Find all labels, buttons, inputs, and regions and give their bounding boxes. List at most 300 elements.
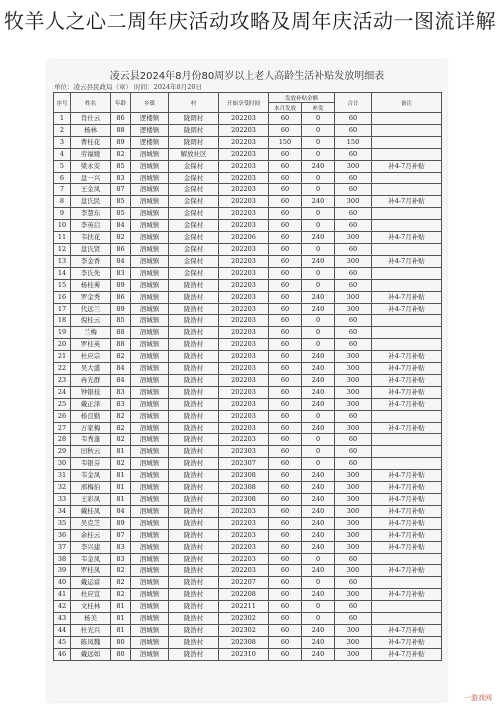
table-row: [54, 470, 442, 482]
cell-name: 吴克芝: [71, 517, 111, 529]
cell-no: 32: [54, 482, 71, 494]
cell-start: 202302: [219, 613, 269, 625]
table-row: [54, 232, 442, 244]
cell-village: 陇浩村: [169, 374, 219, 386]
cell-town: 泗城镇: [131, 553, 169, 565]
cell-village: 陇浩村: [169, 386, 219, 398]
cell-no: 36: [54, 529, 71, 541]
cell-cur: 60: [269, 636, 302, 648]
cell-note: 补4-7月补贴: [372, 517, 442, 529]
cell-note: [372, 113, 442, 125]
cell-no: 13: [54, 255, 71, 267]
cell-back: 0: [302, 113, 335, 125]
cell-back: 240: [302, 160, 335, 172]
cell-age: 82: [111, 565, 131, 577]
cell-name: 杨美: [71, 613, 111, 625]
cell-town: 泗城镇: [131, 374, 169, 386]
cell-town: 泗城镇: [131, 255, 169, 267]
table-row: [54, 589, 442, 601]
cell-town: 泗城镇: [131, 148, 169, 160]
cell-cur: 60: [269, 648, 302, 660]
cell-age: 82: [111, 410, 131, 422]
cell-start: 202308: [219, 494, 269, 506]
cell-name: 代远兰: [71, 303, 111, 315]
cell-back: 0: [302, 243, 335, 255]
table-row: [54, 113, 442, 125]
table-row: [54, 482, 442, 494]
cell-village: 陇浩村: [169, 422, 219, 434]
cell-back: 240: [302, 398, 335, 410]
cell-note: [372, 601, 442, 613]
cell-name: 王彩凤: [71, 494, 111, 506]
table-row: [54, 363, 442, 375]
cell-town: 泗城镇: [131, 589, 169, 601]
cell-name: 李兴建: [71, 541, 111, 553]
cell-note: 补4-7月补贴: [372, 624, 442, 636]
cell-town: 泗城镇: [131, 363, 169, 375]
cell-age: 89: [111, 136, 131, 148]
cell-age: 81: [111, 494, 131, 506]
cell-no: 26: [54, 410, 71, 422]
cell-total: 300: [335, 517, 372, 529]
cell-start: 202310: [219, 648, 269, 660]
cell-no: 9: [54, 208, 71, 220]
cell-back: 240: [302, 565, 335, 577]
cell-note: [372, 124, 442, 136]
cell-no: 16: [54, 291, 71, 303]
cell-village: 金保村: [169, 184, 219, 196]
cell-no: 30: [54, 458, 71, 470]
cell-age: 89: [111, 303, 131, 315]
cell-town: 泗城镇: [131, 577, 169, 589]
cell-age: 86: [111, 113, 131, 125]
cell-cur: 60: [269, 482, 302, 494]
cell-name: 杜应宗: [71, 351, 111, 363]
table-row: [54, 410, 442, 422]
cell-town: 泗城镇: [131, 220, 169, 232]
header-back: 补发: [302, 103, 335, 113]
cell-cur: 60: [269, 458, 302, 470]
cell-town: 泗城镇: [131, 160, 169, 172]
cell-no: 43: [54, 613, 71, 625]
table-row: [54, 613, 442, 625]
cell-name: 罗桂凤: [71, 565, 111, 577]
cell-age: 84: [111, 220, 131, 232]
cell-cur: 60: [269, 208, 302, 220]
cell-village: 金保村: [169, 208, 219, 220]
cell-note: [372, 339, 442, 351]
cell-village: 陇浩村: [169, 315, 219, 327]
cell-start: 202206: [219, 232, 269, 244]
cell-name: 冉光群: [71, 374, 111, 386]
cell-age: 87: [111, 529, 131, 541]
cell-start: 202203: [219, 267, 269, 279]
cell-no: 8: [54, 196, 71, 208]
cell-total: 60: [335, 458, 372, 470]
cell-name: 王金凤: [71, 184, 111, 196]
cell-no: 42: [54, 601, 71, 613]
cell-note: [372, 553, 442, 565]
cell-village: 解放社区: [169, 148, 219, 160]
cell-note: 补4-7月补贴: [372, 494, 442, 506]
document-title: 凌云县2024年8月份80周岁以上老人高龄生活补贴发放明细表: [109, 71, 385, 82]
cell-village: 陇朗村: [169, 113, 219, 125]
cell-cur: 60: [269, 374, 302, 386]
cell-village: 陇浩村: [169, 339, 219, 351]
cell-total: 300: [335, 529, 372, 541]
cell-total: 300: [335, 374, 372, 386]
cell-cur: 60: [269, 624, 302, 636]
cell-total: 60: [335, 577, 372, 589]
cell-back: 240: [302, 541, 335, 553]
cell-town: 泗城镇: [131, 601, 169, 613]
cell-back: 240: [302, 255, 335, 267]
cell-total: 300: [335, 398, 372, 410]
cell-age: 82: [111, 351, 131, 363]
cell-back: 240: [302, 494, 335, 506]
cell-no: 35: [54, 517, 71, 529]
cell-back: 240: [302, 374, 335, 386]
cell-town: 泗城镇: [131, 505, 169, 517]
cell-back: 240: [302, 363, 335, 375]
cell-village: 陇浩村: [169, 565, 219, 577]
cell-no: 10: [54, 220, 71, 232]
document-subtitle: 单位：凌云县民政局（章） 时间：2024年8月20日: [54, 83, 203, 91]
cell-name: 曹桂花: [71, 136, 111, 148]
cell-name: 盘氏民: [71, 196, 111, 208]
cell-town: 泗城镇: [131, 517, 169, 529]
cell-total: 60: [335, 339, 372, 351]
cell-village: 陇浩村: [169, 363, 219, 375]
cell-total: 60: [335, 553, 372, 565]
cell-cur: 60: [269, 184, 302, 196]
cell-cur: 60: [269, 553, 302, 565]
cell-total: 300: [335, 470, 372, 482]
cell-town: 逻楼镇: [131, 136, 169, 148]
cell-age: 82: [111, 577, 131, 589]
cell-no: 45: [54, 636, 71, 648]
cell-cur: 60: [269, 291, 302, 303]
cell-start: 202203: [219, 386, 269, 398]
cell-name: 戴正泽: [71, 398, 111, 410]
cell-back: 240: [302, 589, 335, 601]
cell-start: 202203: [219, 374, 269, 386]
cell-name: 韦银芬: [71, 458, 111, 470]
cell-cur: 60: [269, 386, 302, 398]
cell-start: 202203: [219, 529, 269, 541]
cell-start: 202203: [219, 184, 269, 196]
table-row: [54, 398, 442, 410]
table-row: [54, 517, 442, 529]
cell-cur: 60: [269, 434, 302, 446]
cell-village: 金保村: [169, 220, 219, 232]
cell-note: [372, 243, 442, 255]
cell-age: 86: [111, 291, 131, 303]
cell-start: 202203: [219, 517, 269, 529]
cell-town: 泗城镇: [131, 315, 169, 327]
cell-note: 补4-7月补贴: [372, 291, 442, 303]
cell-total: 300: [335, 351, 372, 363]
cell-start: 202203: [219, 422, 269, 434]
cell-total: 300: [335, 505, 372, 517]
cell-age: 81: [111, 601, 131, 613]
cell-note: 补4-7月补贴: [372, 505, 442, 517]
cell-no: 27: [54, 422, 71, 434]
table-row: [54, 124, 442, 136]
cell-note: [372, 184, 442, 196]
cell-total: 300: [335, 541, 372, 553]
cell-note: 补4-7月补贴: [372, 363, 442, 375]
cell-town: 泗城镇: [131, 458, 169, 470]
cell-cur: 60: [269, 589, 302, 601]
table-row: [54, 529, 442, 541]
cell-age: 85: [111, 208, 131, 220]
cell-village: 陇浩村: [169, 494, 219, 506]
cell-town: 泗城镇: [131, 386, 169, 398]
cell-village: 陇浩村: [169, 291, 219, 303]
cell-cur: 60: [269, 303, 302, 315]
cell-cur: 60: [269, 470, 302, 482]
cell-back: 240: [302, 470, 335, 482]
table-row: [54, 303, 442, 315]
cell-village: 金保村: [169, 160, 219, 172]
cell-town: 逻楼镇: [131, 124, 169, 136]
cell-no: 33: [54, 494, 71, 506]
cell-village: 陇浩村: [169, 601, 219, 613]
cell-cur: 60: [269, 541, 302, 553]
cell-name: 杜光兴: [71, 624, 111, 636]
cell-note: 补4-7月补贴: [372, 541, 442, 553]
document-sheet: [47, 60, 447, 702]
cell-note: 补4-7月补贴: [372, 374, 442, 386]
cell-village: 陇朗村: [169, 136, 219, 148]
cell-no: 38: [54, 553, 71, 565]
cell-back: 0: [302, 601, 335, 613]
cell-town: 泗城镇: [131, 267, 169, 279]
cell-start: 202203: [219, 124, 269, 136]
table-row: [54, 648, 442, 660]
cell-note: [372, 172, 442, 184]
cell-note: [372, 136, 442, 148]
cell-name: 兰梅: [71, 327, 111, 339]
cell-start: 202203: [219, 351, 269, 363]
cell-start: 202203: [219, 196, 269, 208]
header-total: 合计: [335, 93, 372, 113]
cell-total: 60: [335, 446, 372, 458]
header-age: 年龄: [111, 93, 131, 113]
table-row: [54, 267, 442, 279]
cell-age: 81: [111, 613, 131, 625]
table-row: [54, 208, 442, 220]
table-row: [54, 553, 442, 565]
cell-back: 240: [302, 505, 335, 517]
cell-total: 60: [335, 315, 372, 327]
cell-back: 0: [302, 124, 335, 136]
cell-cur: 60: [269, 517, 302, 529]
cell-back: 0: [302, 327, 335, 339]
table-row: [54, 541, 442, 553]
cell-cur: 60: [269, 220, 302, 232]
cell-cur: 60: [269, 494, 302, 506]
cell-age: 83: [111, 541, 131, 553]
cell-name: 杨良勤: [71, 410, 111, 422]
cell-no: 15: [54, 279, 71, 291]
cell-no: 44: [54, 624, 71, 636]
cell-name: 万家梅: [71, 422, 111, 434]
cell-total: 300: [335, 422, 372, 434]
cell-back: 240: [302, 303, 335, 315]
table-row: [54, 446, 442, 458]
cell-age: 82: [111, 458, 131, 470]
cell-name: 文桂林: [71, 601, 111, 613]
table-row: [54, 565, 442, 577]
cell-note: [372, 446, 442, 458]
cell-name: 倪桂云: [71, 315, 111, 327]
table-row: [54, 422, 442, 434]
cell-back: 240: [302, 291, 335, 303]
header-no: 序号: [54, 93, 71, 113]
cell-village: 陇浩村: [169, 279, 219, 291]
cell-total: 300: [335, 386, 372, 398]
cell-town: 泗城镇: [131, 410, 169, 422]
cell-cur: 60: [269, 422, 302, 434]
cell-town: 泗城镇: [131, 446, 169, 458]
cell-start: 202203: [219, 339, 269, 351]
cell-start: 202307: [219, 458, 269, 470]
cell-no: 40: [54, 577, 71, 589]
cell-back: 0: [302, 410, 335, 422]
cell-note: 补4-7月补贴: [372, 589, 442, 601]
cell-back: 0: [302, 553, 335, 565]
cell-town: 泗城镇: [131, 541, 169, 553]
cell-village: 金保村: [169, 255, 219, 267]
cell-no: 25: [54, 398, 71, 410]
cell-start: 202203: [219, 113, 269, 125]
cell-back: 0: [302, 267, 335, 279]
cell-back: 240: [302, 529, 335, 541]
cell-note: [372, 148, 442, 160]
cell-back: 0: [302, 148, 335, 160]
cell-village: 陇浩村: [169, 613, 219, 625]
table-row: [54, 624, 442, 636]
cell-village: 陇浩村: [169, 327, 219, 339]
cell-town: 泗城镇: [131, 303, 169, 315]
cell-back: 240: [302, 422, 335, 434]
cell-age: 84: [111, 255, 131, 267]
cell-town: 泗城镇: [131, 398, 169, 410]
cell-village: 金保村: [169, 172, 219, 184]
header-note: 备注: [372, 93, 442, 113]
cell-no: 39: [54, 565, 71, 577]
table-row: [54, 196, 442, 208]
cell-start: 202303: [219, 446, 269, 458]
cell-name: 戴运富: [71, 577, 111, 589]
cell-age: 83: [111, 553, 131, 565]
cell-town: 泗城镇: [131, 624, 169, 636]
cell-age: 88: [111, 327, 131, 339]
table-row: [54, 136, 442, 148]
cell-note: [372, 220, 442, 232]
cell-note: [372, 327, 442, 339]
cell-start: 202203: [219, 327, 269, 339]
cell-cur: 60: [269, 363, 302, 375]
cell-back: 0: [302, 136, 335, 148]
cell-cur: 60: [269, 565, 302, 577]
cell-no: 24: [54, 386, 71, 398]
cell-back: 0: [302, 613, 335, 625]
cell-note: 补4-7月补贴: [372, 232, 442, 244]
cell-no: 4: [54, 148, 71, 160]
cell-name: 李金香: [71, 255, 111, 267]
cell-no: 18: [54, 315, 71, 327]
cell-age: 88: [111, 339, 131, 351]
cell-cur: 60: [269, 232, 302, 244]
cell-name: 钟银枝: [71, 386, 111, 398]
cell-total: 60: [335, 279, 372, 291]
cell-village: 陇浩村: [169, 458, 219, 470]
cell-note: 补4-7月补贴: [372, 482, 442, 494]
cell-cur: 60: [269, 505, 302, 517]
cell-note: [372, 410, 442, 422]
cell-town: 泗城镇: [131, 291, 169, 303]
cell-village: 金保村: [169, 232, 219, 244]
cell-age: 82: [111, 434, 131, 446]
cell-total: 60: [335, 327, 372, 339]
cell-village: 陇浩村: [169, 624, 219, 636]
cell-no: 21: [54, 351, 71, 363]
cell-village: 陇浩村: [169, 470, 219, 482]
cell-age: 85: [111, 196, 131, 208]
cell-age: 82: [111, 589, 131, 601]
cell-name: 肖仕云: [71, 113, 111, 125]
cell-total: 60: [335, 208, 372, 220]
cell-cur: 60: [269, 410, 302, 422]
cell-start: 202203: [219, 434, 269, 446]
cell-back: 0: [302, 220, 335, 232]
table-row: [54, 494, 442, 506]
cell-note: [372, 434, 442, 446]
table-row: [54, 172, 442, 184]
cell-back: 0: [302, 279, 335, 291]
cell-name: 李英启: [71, 220, 111, 232]
cell-town: 泗城镇: [131, 613, 169, 625]
cell-age: 87: [111, 184, 131, 196]
cell-total: 300: [335, 291, 372, 303]
cell-note: [372, 279, 442, 291]
cell-age: 84: [111, 363, 131, 375]
cell-start: 202203: [219, 505, 269, 517]
cell-start: 202203: [219, 315, 269, 327]
cell-total: 300: [335, 624, 372, 636]
overlay-title: 牧羊人之心二周年庆活动攻略及周年庆活动一图流详解: [4, 9, 496, 33]
cell-note: [372, 208, 442, 220]
cell-note: 补4-7月补贴: [372, 398, 442, 410]
cell-cur: 150: [269, 136, 302, 148]
cell-start: 202308: [219, 470, 269, 482]
cell-town: 泗城镇: [131, 172, 169, 184]
cell-age: 85: [111, 315, 131, 327]
table-row: [54, 505, 442, 517]
cell-note: 补4-7月补贴: [372, 470, 442, 482]
cell-total: 300: [335, 196, 372, 208]
cell-note: 补4-7月补贴: [372, 351, 442, 363]
cell-age: 89: [111, 279, 131, 291]
cell-no: 12: [54, 243, 71, 255]
cell-name: 杨林: [71, 124, 111, 136]
table-row: [54, 160, 442, 172]
cell-age: 85: [111, 160, 131, 172]
cell-name: 李氏先: [71, 267, 111, 279]
